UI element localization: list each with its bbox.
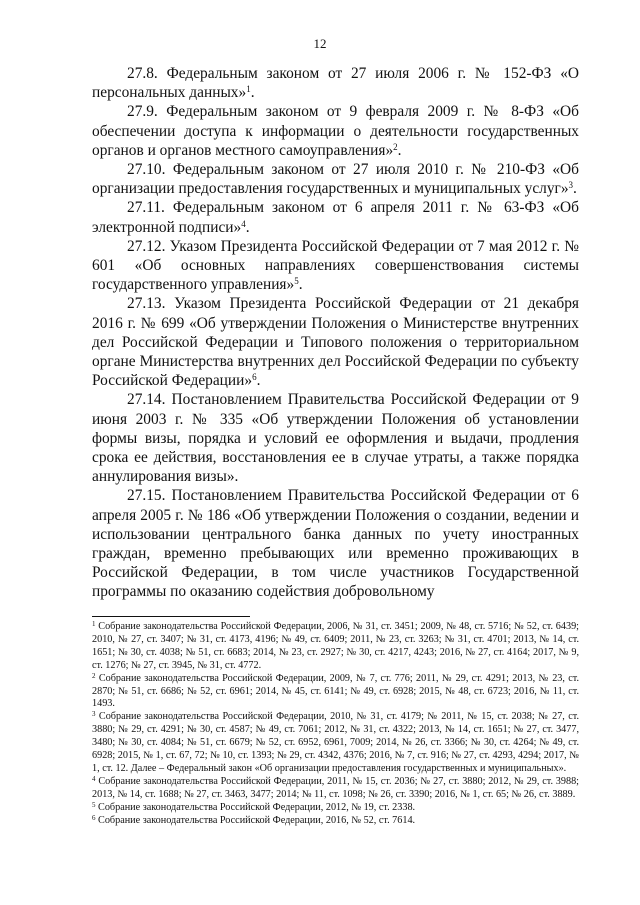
footnote-ref: 3 xyxy=(568,180,574,191)
footnote-6: $^6$ Собрание законодательства Российской Федерации, 2016, № 52, ст. 7614. xyxy=(92,813,416,826)
paragraph-27-8: 27.8. Федеральным законом от 27 июля 2006 г. № 152-ФЗ «О персональных данных»$^1$. xyxy=(92,65,579,102)
footnotes xyxy=(92,621,579,828)
footnote-ref: 6 xyxy=(252,372,257,383)
footnote-2: $^2$ Собрание законодательства Российской Федерации, 2009, № 7, ст. 776; 2011, № 29, ст. 4291; 2013, № 23, ст. 2870; № 51, ст. 6686; № 52, ст. 6961; 2014, № 45, ст. 6141; № 49, ст. 6928; 2015, № 48, ст. 6723; 2016, № 11, ст. 1493. xyxy=(92,671,580,710)
paragraph-27-11: 27.11. Федеральным законом от 6 апреля 2011 г. № 63-ФЗ «Об электронной подписи»$^4$. xyxy=(92,199,579,236)
footnote-1: $^1$ Собрание законодательства Российской Федерации, 2006, № 31, ст. 3451; 2009, № 48, ст. 5716; № 52, ст. 6439; 2010, № 27, ст. 3407; № 31, ст. 4173, 4196; № 49, ст. 6409; 2011, № 23, ст. 3263; № 31, ст. 4701; 2013, № 14, ст. 1651; № 30, ст. 4038; № 51, ст. 6683; 2014, № 23, ст. 2927; № 30, ст. 4217, 4243; 2016, № 27, ст. 4164; 2017, № 9, ст. 1276; № 27, ст. 3945, № 31, ст. 4772. xyxy=(92,620,580,671)
paragraph-27-12: 27.12. Указом Президента Российской Федерации от 7 мая 2012 г. № 601 «Об основных направлениях совершенствования системы государственного управления»$^5$. xyxy=(92,237,579,294)
page-number: 12 xyxy=(313,36,327,51)
footnote-ref: 4 xyxy=(241,218,246,229)
paragraph-27-15: 27.15. Постановлением Правительства Российской Федерации от 6 апреля 2005 г. № 186 «Об утверждении Положения о создании, ведении и использовании центрального банка данных по учету иностранных граждан, временно пребывающих или временно проживающих в Российской Федерации, в том числе участников Государственной программы по оказанию содействия добровольному xyxy=(92,487,579,601)
footnote-divider xyxy=(92,616,250,617)
footnote-ref: 5 xyxy=(294,276,299,287)
footnote-5: $^5$ Собрание законодательства Российской Федерации, 2012, № 19, ст. 2338. xyxy=(92,800,416,813)
footnote-4: $^4$ Собрание законодательства Российской Федерации, 2011, № 15, ст. 2036; № 27, ст. 3880; 2012, № 29, ст. 3988; 2013, № 14, ст. 1688; № 27, ст. 3463, 3477; 2014; № 11, ст. 1098; № 26, ст. 3390; 2016, № 1, ст. 65; № 26, ст. 3889. xyxy=(92,774,580,800)
footnote-ref: 2 xyxy=(393,141,398,152)
paragraph-27-13: 27.13. Указом Президента Российской Федерации от 21 декабря 2016 г. № 699 «Об утверждении Положения о Министерстве внутренних дел Российской Федерации и Типового положения о территориальном органе Министерства внутренних дел Российской Федерации по субъекту Российской Федерации»$^6$. xyxy=(92,295,579,390)
paragraph-27-9: 27.9. Федеральным законом от 9 февраля 2009 г. № 8-ФЗ «Об обеспечении доступа к информации о деятельности государственных органов и органов местного самоуправления»$^2$. xyxy=(92,103,579,159)
paragraph-27-14: 27.14. Постановлением Правительства Российской Федерации от 9 июня 2003 г. № 335 «Об утверждении Положения об установлении формы визы, порядка и условий ее оформления и выдачи, продления срока ее действия, восстановления ее в случае утраты, а также порядка аннулирования визы». xyxy=(92,391,579,486)
paragraph-27-10: 27.10. Федеральным законом от 27 июля 2010 г. № 210-ФЗ «Об организации предоставления государственных и муниципальных услуг»$^3$. xyxy=(92,161,579,198)
main-text xyxy=(92,64,579,602)
footnote-ref: 1 xyxy=(246,84,251,95)
footnote-3: $^3$ Собрание законодательства Российской Федерации, 2010, № 31, ст. 4179; № 2011, № 15, ст. 2038; № 27, ст. 3880; № 29, ст. 4291; № 30, ст. 4587; № 49, ст. 7061; 2012, № 31, ст. 4322; 2013, № 14, ст. 1651; № 27, ст. 3477, 3480; № 30, ст. 4084; № 51, ст. 6679; № 52, ст. 6952, 6961, 7009; 2014, № 26, ст. 3366; № 30, ст. 4264; № 49, ст. 6928; 2015, № 1, ст. 67, 72; № 10, ст. 1393; № 29, ст. 4342, 4376; 2016, № 7, ст. 916; № 27, ст. 4293, 4294; 2017, № 1, ст. 12. Далее – Федеральный закон «Об организации предоставления государственных и муниципальных». xyxy=(92,710,579,774)
